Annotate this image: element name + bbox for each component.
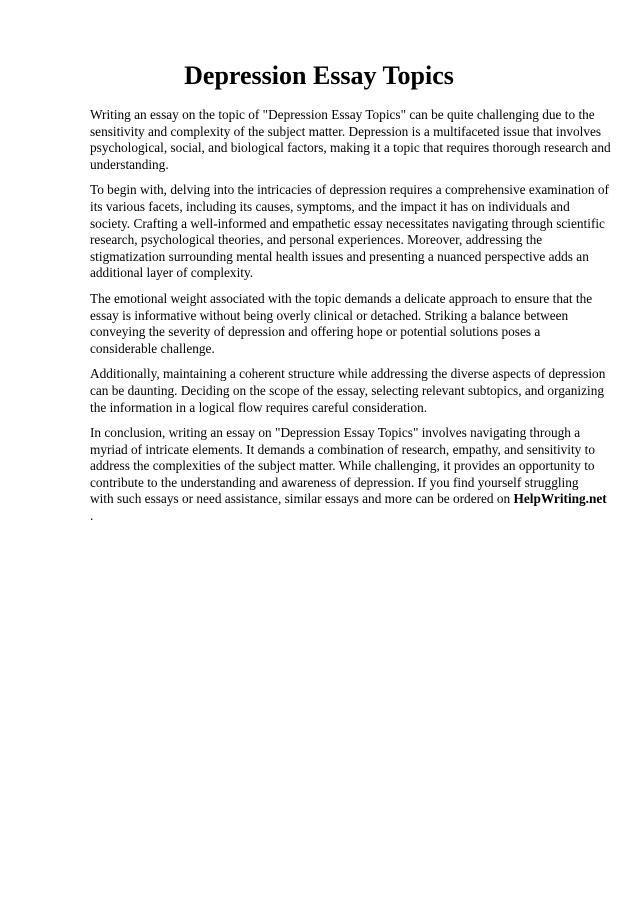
essay-body: [90, 107, 610, 534]
text-line: To begin with, delving into the intricacies of depression requires a comprehensive examination of: [90, 182, 609, 198]
helpwriting-link[interactable]: HelpWriting.net: [513, 491, 607, 507]
text-line: [90, 491, 610, 508]
text-line: stigmatization surrounding mental health issues and presenting a nuanced perspective adds an: [90, 248, 589, 264]
text-line: sensitivity and complexity of the subject matter. Depression is a multifaceted issue that involves: [90, 123, 602, 139]
text-line: the information in a logical flow requires careful consideration.: [90, 399, 428, 415]
paragraph-4: [90, 366, 610, 416]
text-line: can be daunting. Deciding on the scope of the essay, selecting relevant subtopics, and organizing: [90, 382, 604, 398]
text-line: myriad of intricate elements. It demands a combination of research, empathy, and sensitivity to: [90, 441, 596, 457]
text-line-prefix: with such essays or need assistance, similar essays and more can be ordered on: [90, 491, 514, 507]
text-line: additional layer of complexity.: [90, 265, 254, 281]
text-line: psychological, social, and biological factors, making it a topic that requires thorough research and: [90, 140, 611, 156]
trailing-period: .: [90, 508, 94, 524]
text-line: In conclusion, writing an essay on "Depression Essay Topics" involves navigating through a: [90, 425, 581, 441]
paragraph-1: [90, 107, 610, 173]
text-line: The emotional weight associated with the topic demands a delicate approach to ensure that the: [90, 290, 593, 306]
text-line: Additionally, maintaining a coherent structure while addressing the diverse aspects of depression: [90, 366, 606, 382]
text-line: research, psychological theories, and personal experiences. Moreover, addressing the: [90, 232, 543, 248]
text-line: its various facets, including its causes, symptoms, and the impact it has on individuals and: [90, 198, 570, 214]
text-line: address the complexities of the subject matter. While challenging, it provides an opportunity to: [90, 458, 595, 474]
paragraph-2: [90, 182, 610, 282]
text-line: society. Crafting a well-informed and empathetic essay necessitates navigating through scientific: [90, 215, 605, 231]
paragraph-3: [90, 291, 610, 357]
text-line: essay is informative without being overly clinical or detached. Striking a balance between: [90, 307, 569, 323]
text-line: considerable challenge.: [90, 340, 215, 356]
text-line: understanding.: [90, 156, 169, 172]
text-line: conveying the severity of depression and offering hope or potential solutions poses a: [90, 324, 541, 340]
page-title: Depression Essay Topics: [184, 61, 454, 90]
text-line: Writing an essay on the topic of "Depression Essay Topics" can be quite challenging due to the: [90, 107, 595, 122]
paragraph-5: [90, 425, 610, 525]
text-line: contribute to the understanding and awareness of depression. If you find yourself struggling: [90, 474, 579, 490]
